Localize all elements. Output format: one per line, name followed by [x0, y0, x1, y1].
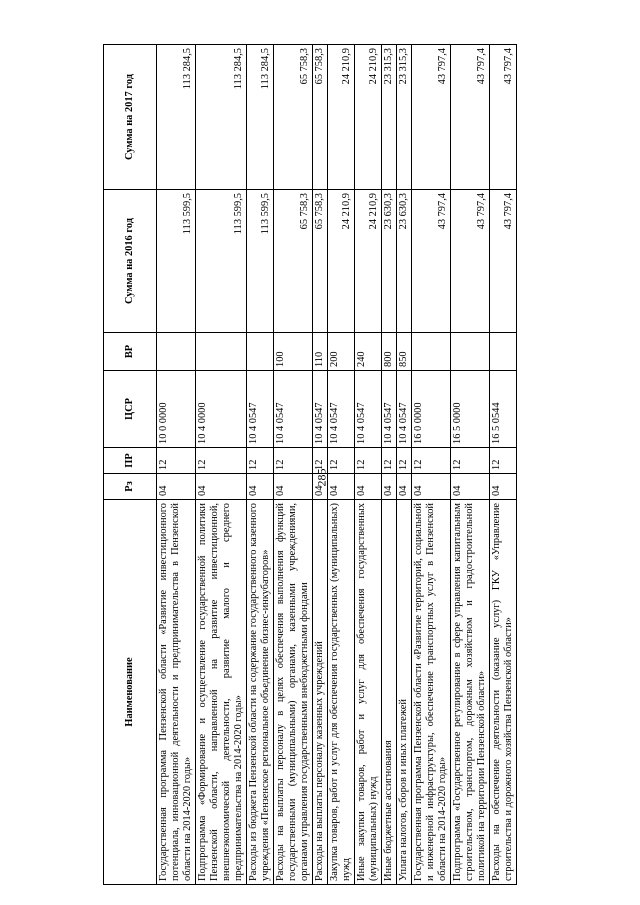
cell-rz: 04: [490, 474, 517, 500]
cell-name: Расходы на выплаты персоналу казенных учреждений: [313, 500, 328, 885]
cell-sum-2016: 23 630,3: [382, 190, 397, 333]
cell-sum-2016: 65 758,3: [313, 190, 328, 333]
header-rz: Рз: [104, 474, 157, 500]
header-name: Наименование: [104, 500, 157, 885]
cell-vr: 240: [355, 333, 382, 371]
cell-pr: 12: [247, 448, 274, 474]
cell-csr: 16 5 0544: [490, 371, 517, 448]
cell-pr: 12: [355, 448, 382, 474]
cell-sum-2017: 23 315,3: [382, 45, 397, 190]
cell-sum-2017: 113 284,5: [157, 45, 196, 190]
cell-rz: 04: [355, 474, 382, 500]
header-csr: ЦСР: [104, 371, 157, 448]
cell-pr: 12: [274, 448, 313, 474]
cell-csr: 16 0 0000: [412, 371, 451, 448]
cell-csr: 10 4 0547: [247, 371, 274, 448]
cell-name: Расходы на обеспечение деятельности (оказание услуг) ГКУ «Управление строительства и дорожного хозяйства Пензенской области»: [490, 500, 517, 885]
cell-pr: 12: [382, 448, 397, 474]
cell-csr: 10 0 0000: [157, 371, 196, 448]
rotated-page: [103, 45, 533, 885]
cell-sum-2016: 65 758,3: [274, 190, 313, 333]
cell-pr: 12: [328, 448, 355, 474]
cell-sum-2017: 65 758,3: [313, 45, 328, 190]
header-vr: ВР: [104, 333, 157, 371]
cell-sum-2017: 23 315,3: [397, 45, 412, 190]
cell-vr: 100: [274, 333, 313, 371]
cell-sum-2017: 24 210,9: [328, 45, 355, 190]
cell-pr: 12: [313, 448, 328, 474]
cell-csr: 10 4 0547: [382, 371, 397, 448]
table-row: [397, 45, 412, 885]
cell-pr: 12: [196, 448, 247, 474]
table-row: [412, 45, 451, 885]
budget-table: [103, 44, 517, 885]
cell-vr: 800: [382, 333, 397, 371]
cell-vr: [412, 333, 451, 371]
cell-sum-2017: 24 210,9: [355, 45, 382, 190]
header-sum-2017: Сумма на 2017 год: [104, 45, 157, 190]
cell-sum-2017: 43 797,4: [490, 45, 517, 190]
cell-name: Уплата налогов, сборов и иных платежей: [397, 500, 412, 885]
cell-sum-2017: 65 758,3: [274, 45, 313, 190]
table-row: [451, 45, 490, 885]
table-row: [382, 45, 397, 885]
cell-sum-2017: 113 284,5: [196, 45, 247, 190]
cell-rz: 04: [196, 474, 247, 500]
page-number: 285: [314, 468, 329, 487]
cell-rz: 04: [313, 474, 328, 500]
cell-rz: 04: [412, 474, 451, 500]
cell-csr: 10 4 0547: [313, 371, 328, 448]
table-row: [355, 45, 382, 885]
cell-vr: [490, 333, 517, 371]
cell-pr: 12: [451, 448, 490, 474]
cell-name: Иные бюджетные ассигнования: [382, 500, 397, 885]
cell-name: Подпрограмма «Государственное регулирование в сфере управления капитальным строительством, транспортом, дорожным хозяйством и градостроительной политикой на территории Пензенской области»: [451, 500, 490, 885]
cell-name: Закупка товаров, работ и услуг для обеспечения государственных (муниципальных) нужд: [328, 500, 355, 885]
cell-name: Подпрограмма «Формирование и осуществление государственной политики Пензенской области, направленной на развитие инвестиционной, внешнеэкономической деятельности, развитие малого и среднего предпринимательства на 2014-2020 годы»: [196, 500, 247, 885]
cell-name: Расходы из бюджета Пензенской области на содержание государственного казенного учреждения «Пензенское региональное объединение бизнес-инкубаторов»: [247, 500, 274, 885]
cell-rz: 04: [382, 474, 397, 500]
cell-sum-2017: 113 284,5: [247, 45, 274, 190]
cell-vr: [157, 333, 196, 371]
cell-pr: 12: [157, 448, 196, 474]
table-row: [313, 45, 328, 885]
cell-sum-2016: 113 599,5: [247, 190, 274, 333]
cell-sum-2016: 24 210,9: [328, 190, 355, 333]
cell-name: Расходы на выплаты персоналу в целях обеспечения выполнения функций государственными (муниципальными) органами, казенными учреждениями, органами управления государственными внебюджетными фондами: [274, 500, 313, 885]
table-row: [328, 45, 355, 885]
table-row: [196, 45, 247, 885]
cell-sum-2016: 23 630,3: [397, 190, 412, 333]
table-row: [274, 45, 313, 885]
cell-name: Иные закупки товаров, работ и услуг для обеспечения государственных (муниципальных) нужд: [355, 500, 382, 885]
cell-sum-2016: 113 599,5: [157, 190, 196, 333]
header-pr: ПР: [104, 448, 157, 474]
cell-csr: 10 4 0000: [196, 371, 247, 448]
cell-sum-2017: 43 797,4: [451, 45, 490, 190]
cell-csr: 10 4 0547: [355, 371, 382, 448]
cell-csr: 10 4 0547: [328, 371, 355, 448]
cell-vr: 200: [328, 333, 355, 371]
header-sum-2016: Сумма на 2016 год: [104, 190, 157, 333]
cell-name: Государственная программа Пензенской области «Развитие территорий, социальной и инженерной инфраструктуры, обеспечение транспортных услуг в Пензенской области на 2014-2020 годы»: [412, 500, 451, 885]
cell-csr: 16 5 0000: [451, 371, 490, 448]
cell-sum-2016: 24 210,9: [355, 190, 382, 333]
cell-rz: 04: [274, 474, 313, 500]
cell-vr: 850: [397, 333, 412, 371]
cell-rz: 04: [397, 474, 412, 500]
cell-pr: 12: [397, 448, 412, 474]
cell-pr: 12: [490, 448, 517, 474]
table-row: [490, 45, 517, 885]
table-row: [157, 45, 196, 885]
cell-vr: [247, 333, 274, 371]
cell-sum-2017: 43 797,4: [412, 45, 451, 190]
cell-rz: 04: [157, 474, 196, 500]
cell-pr: 12: [412, 448, 451, 474]
cell-csr: 10 4 0547: [274, 371, 313, 448]
cell-vr: [196, 333, 247, 371]
cell-sum-2016: 43 797,4: [490, 190, 517, 333]
cell-rz: 04: [451, 474, 490, 500]
cell-sum-2016: 43 797,4: [412, 190, 451, 333]
cell-sum-2016: 113 599,5: [196, 190, 247, 333]
cell-rz: 04: [328, 474, 355, 500]
header-row: [104, 45, 157, 885]
cell-csr: 10 4 0547: [397, 371, 412, 448]
table-row: [247, 45, 274, 885]
cell-rz: 04: [247, 474, 274, 500]
cell-name: Государственная программа Пензенской области «Развитие инвестиционного потенциала, инновационной деятельности и предпринимательства в Пензенской области на 2014-2020 годы»: [157, 500, 196, 885]
cell-sum-2016: 43 797,4: [451, 190, 490, 333]
cell-vr: 110: [313, 333, 328, 371]
cell-vr: [451, 333, 490, 371]
